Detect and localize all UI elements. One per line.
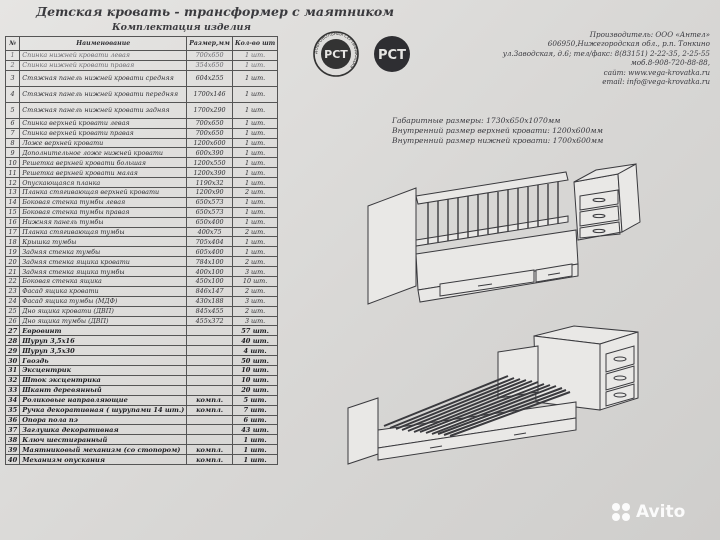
cell-number: 24 [6,296,20,306]
cell-name: Опора пола пэ [20,415,187,425]
table-row [6,237,278,247]
cell-size [187,326,233,336]
cell-number: 39 [6,445,20,455]
cell-quantity: 57 шт. [232,326,277,336]
cell-quantity: 20 шт. [232,385,277,395]
cell-number: 13 [6,188,20,198]
cell-name: Шуруп 3,5х30 [20,346,187,356]
cell-size: 400х75 [187,227,233,237]
overall-dimensions: Габаритные размеры: 1730х650х1070мм [392,116,561,125]
table-row [6,188,278,198]
table-row [6,102,278,118]
cell-number: 37 [6,425,20,435]
avito-wordmark: Avito [636,502,686,522]
cell-quantity: 2 шт. [232,306,277,316]
cell-name: Решетка верхней кровати большая [20,158,187,168]
cell-number: 18 [6,237,20,247]
cell-quantity: 1 шт. [232,178,277,188]
cell-name: Стяжная панель нижней кровати задняя [20,102,187,118]
cell-quantity: 50 шт. [232,356,277,366]
cell-quantity: 10 шт. [232,366,277,376]
cell-name: Спинка нижней кровати правая [20,60,187,70]
cell-number: 10 [6,158,20,168]
cell-name: Фасад ящика тумбы (МДФ) [20,296,187,306]
cell-size: 700х650 [187,128,233,138]
cell-quantity: 5 шт. [232,395,277,405]
cell-name: Дно ящика кровати (ДВП) [20,306,187,316]
contact-line: email: info@vega-krovatka.ru [602,77,710,87]
cell-size: компл. [187,395,233,405]
table-row [6,148,278,158]
cell-name: Ключ шестигранный [20,435,187,445]
cell-name: Гвоздь [20,356,187,366]
table-row [6,445,278,455]
cell-number: 31 [6,366,20,376]
table-row [6,207,278,217]
logo2-mark: PCT [378,48,406,63]
cell-quantity: 1 шт. [232,158,277,168]
cell-number: 15 [6,207,20,217]
cell-quantity: 1 шт. [232,70,277,86]
parts-table-body [6,51,278,465]
cell-size: 1700х290 [187,102,233,118]
cell-name: Боковая стенка ящика [20,277,187,287]
table-row [6,277,278,287]
cell-quantity: 1 шт. [232,435,277,445]
avito-watermark [612,502,685,522]
cell-size [187,346,233,356]
table-row [6,51,278,61]
cell-quantity: 10 шт. [232,277,277,287]
cell-name: Спинка верхней кровати левая [20,118,187,128]
cell-size: 1200х390 [187,168,233,178]
table-row [6,336,278,346]
cell-number: 26 [6,316,20,326]
cell-number: 20 [6,257,20,267]
cell-number: 7 [6,128,20,138]
logo1-mark: PCT [324,48,348,61]
table-row [6,197,278,207]
cell-name: Задняя стенка ящика тумбы [20,267,187,277]
cell-number: 34 [6,395,20,405]
table-row [6,227,278,237]
cell-name: Фасад ящика кровати [20,286,187,296]
cell-number: 23 [6,286,20,296]
table-row [6,455,278,465]
cell-size [187,366,233,376]
table-row [6,257,278,267]
table-row [6,158,278,168]
cell-quantity: 2 шт. [232,227,277,237]
cell-size: 784х100 [187,257,233,267]
cell-quantity: 1 шт. [232,217,277,227]
manufacturer-contacts [448,30,710,86]
cell-size: 450х100 [187,277,233,287]
cell-size: 605х400 [187,247,233,257]
table-row [6,286,278,296]
cell-name: Евровинт [20,326,187,336]
cell-quantity: 1 шт. [232,60,277,70]
cell-name: Заглушка декоративная [20,425,187,435]
col-size-header: Размер,мм [187,37,233,51]
cell-size [187,375,233,385]
cell-number: 30 [6,356,20,366]
cell-quantity: 1 шт. [232,138,277,148]
cell-size: 455х372 [187,316,233,326]
cell-name: Дополнительное ложе нижней кровати [20,148,187,158]
cell-size [187,435,233,445]
cell-quantity: 1 шт. [232,51,277,61]
table-row [6,306,278,316]
cell-quantity: 2 шт. [232,286,277,296]
cell-number: 28 [6,336,20,346]
cell-size: 354х650 [187,60,233,70]
cell-number: 22 [6,277,20,287]
cell-size: компл. [187,405,233,415]
cell-quantity: 3 шт. [232,296,277,306]
cell-number: 3 [6,70,20,86]
cell-number: 32 [6,375,20,385]
table-row [6,375,278,385]
avito-logo-icon [612,503,632,521]
cell-number: 25 [6,306,20,316]
contact-line: сайт: www.vega-krovatka.ru [603,67,710,77]
cell-quantity: 1 шт. [232,197,277,207]
cell-name: Задняя стенка тумбы [20,247,187,257]
cell-quantity: 1 шт. [232,247,277,257]
crib-assembled-drawing [356,158,656,308]
cell-size: 604х255 [187,70,233,86]
cell-quantity: 1 шт. [232,128,277,138]
table-header-row [6,37,278,51]
table-row [6,405,278,415]
lower-bed-size: Внутренний размер нижней кровати: 1700х600мм [392,136,604,146]
table-row [6,316,278,326]
table-row [6,366,278,376]
cell-quantity: 43 шт. [232,425,277,435]
cell-number: 17 [6,227,20,237]
cell-name: Планка стягивающая верхней кровати [20,188,187,198]
cell-number: 16 [6,217,20,227]
cell-number: 19 [6,247,20,257]
table-row [6,70,278,86]
cell-name: Нижняя панель тумбы [20,217,187,227]
cell-size [187,336,233,346]
table-row [6,267,278,277]
cell-quantity: 10 шт. [232,375,277,385]
table-row [6,178,278,188]
cell-name: Шкант деревянный [20,385,187,395]
cell-size: 1700х146 [187,86,233,102]
cell-number: 6 [6,118,20,128]
cell-quantity: 1 шт. [232,168,277,178]
cell-size: 700х650 [187,118,233,128]
cell-quantity: 1 шт. [232,207,277,217]
cell-name: Крышка тумбы [20,237,187,247]
contact-line: Производитель: ООО «Антел» [589,30,710,39]
cell-name: Опускающаяся планка [20,178,187,188]
cell-number: 4 [6,86,20,102]
bed-and-chest-drawing [338,318,658,486]
table-caption: Комплектация изделия [112,22,251,33]
contact-line: 606950,Нижегородская обл., р.п. Тонкино [547,39,710,49]
cell-size: 1200х600 [187,138,233,148]
cell-size [187,415,233,425]
cell-name: Шуруп 3,5х16 [20,336,187,346]
table-row [6,395,278,405]
col-number-header: № [6,37,20,51]
cell-number: 1 [6,51,20,61]
table-row [6,118,278,128]
cell-size: 1200х90 [187,188,233,198]
cell-number: 38 [6,435,20,445]
table-row [6,60,278,70]
table-row [6,346,278,356]
cell-number: 29 [6,346,20,356]
cell-quantity: 1 шт. [232,102,277,118]
cell-size: 650х573 [187,197,233,207]
cell-size [187,356,233,366]
cell-quantity: 4 шт. [232,346,277,356]
cell-size: компл. [187,445,233,455]
cell-size: 846х147 [187,286,233,296]
cell-size: 705х404 [187,237,233,247]
cell-name: Задняя стенка ящика кровати [20,257,187,267]
dimensions-block [392,116,603,147]
certification-logo-gost [372,34,412,74]
cell-size [187,425,233,435]
cell-number: 5 [6,102,20,118]
cell-quantity: 6 шт. [232,415,277,425]
cell-name: Шток эксцентрика [20,375,187,385]
cell-size: 845х455 [187,306,233,316]
col-qty-header: Кол-во шт [232,37,277,51]
contact-line: моб.8-908-720-88-88, [630,58,710,68]
upper-bed-size: Внутренний размер верхней кровати: 1200х600мм [392,126,603,136]
cell-name: Планка стягивающая тумбы [20,227,187,237]
table-row [6,138,278,148]
cell-quantity: 1 шт. [232,118,277,128]
cell-number: 35 [6,405,20,415]
cell-size: 600х390 [187,148,233,158]
cell-quantity: 40 шт. [232,336,277,346]
cell-name: Стяжная панель нижней кровати передняя [20,86,187,102]
cell-number: 9 [6,148,20,158]
cell-number: 2 [6,60,20,70]
cell-size: 650х573 [187,207,233,217]
cell-quantity: 1 шт. [232,237,277,247]
table-row [6,326,278,336]
table-row [6,415,278,425]
cell-quantity: 3 шт. [232,316,277,326]
table-row [6,128,278,138]
cell-size: 1190х32 [187,178,233,188]
col-name-header: Наименование [20,37,187,51]
cell-number: 21 [6,267,20,277]
table-row [6,86,278,102]
parts-table [5,36,278,465]
cell-name: Решетка верхней кровати малая [20,168,187,178]
cell-name: Боковая стенка тумбы правая [20,207,187,217]
cell-name: Боковая стенка тумбы левая [20,197,187,207]
cell-name: Стяжная панель нижней кровати средняя [20,70,187,86]
cell-quantity: 1 шт. [232,86,277,102]
cell-quantity: 2 шт. [232,188,277,198]
table-row [6,247,278,257]
cell-name: Роликовые направляющие [20,395,187,405]
cell-quantity: 1 шт. [232,455,277,465]
cell-number: 40 [6,455,20,465]
cell-number: 8 [6,138,20,148]
table-row [6,296,278,306]
table-row [6,217,278,227]
cell-name: Спинка верхней кровати правая [20,128,187,138]
cell-quantity: 3 шт. [232,267,277,277]
cell-name: Ручка декоративная ( шурупами 14 шт.) [20,405,187,415]
cell-size [187,385,233,395]
table-row [6,425,278,435]
table-row [6,435,278,445]
cell-size: компл. [187,455,233,465]
cell-number: 27 [6,326,20,336]
cell-number: 14 [6,197,20,207]
certification-logo-voluntary [312,30,360,78]
cell-name: Маятниковый механизм (со стопором) [20,445,187,455]
document-title: Детская кровать - трансформер с маятником [36,4,395,19]
cell-quantity: 7 шт. [232,405,277,415]
table-row [6,356,278,366]
cell-name: Дно ящика тумбы (ДВП) [20,316,187,326]
cell-number: 33 [6,385,20,395]
cell-name: Спинка нижней кровати левая [20,51,187,61]
cell-number: 12 [6,178,20,188]
cell-number: 11 [6,168,20,178]
cell-size: 700х650 [187,51,233,61]
table-row [6,168,278,178]
cell-quantity: 2 шт. [232,257,277,267]
table-row [6,385,278,395]
cell-quantity: 1 шт. [232,148,277,158]
cell-number: 36 [6,415,20,425]
contact-line: ул.Заводская, д.6; тел/факс: 8(83151) 2-22-35, 2-25-55 [502,48,710,58]
cell-size: 430х188 [187,296,233,306]
cell-quantity: 1 шт. [232,445,277,455]
cell-name: Эксцентрик [20,366,187,376]
cell-name: Ложе верхней кровати [20,138,187,148]
cell-size: 1200х550 [187,158,233,168]
cell-size: 400х100 [187,267,233,277]
cell-name: Механизм опускания [20,455,187,465]
cell-size: 650х400 [187,217,233,227]
logo-ring-text: ДОБРОВОЛЬНАЯ СЕРТИФИКАЦИЯ [312,30,360,70]
